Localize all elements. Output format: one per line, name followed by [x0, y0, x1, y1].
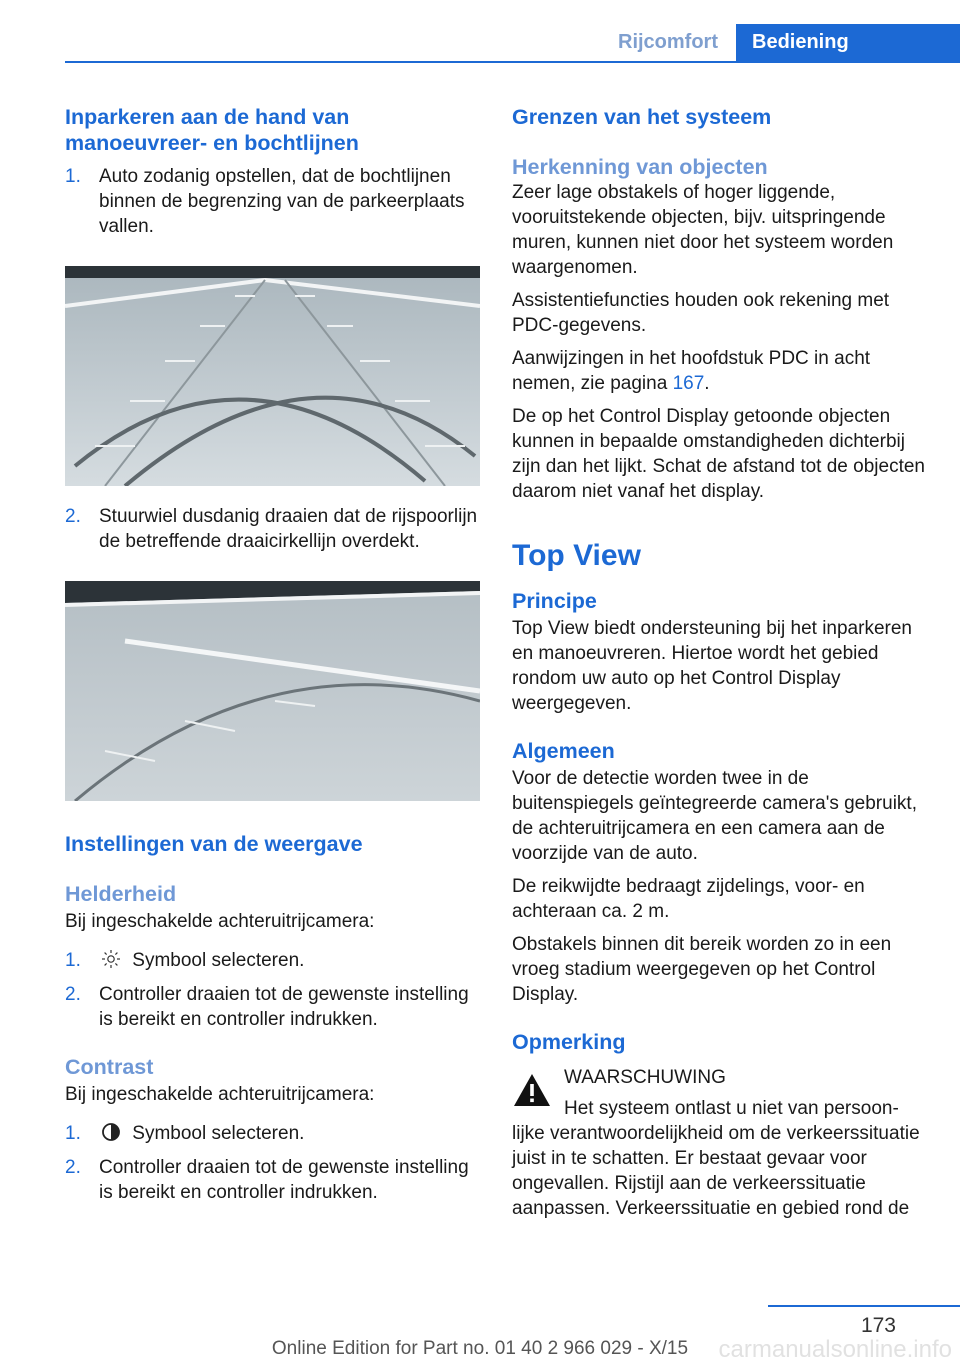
step-text: Controller draaien tot de gewenste instelling is bereikt en controller indrukken. — [99, 984, 469, 1030]
page-number: 173 — [860, 1314, 896, 1337]
heading-display-settings: Instellingen van de weergave — [65, 832, 363, 856]
general-paragraph-2: De reikwijdte bedraagt zijdelings, voor- en achteraan ca. 2 m. — [512, 876, 865, 922]
warning-text-first-line: Het systeem ontlast u niet van persoon- — [564, 1098, 899, 1119]
camera-image-track-overlap — [65, 581, 480, 801]
brightness-step-2 — [65, 982, 480, 1032]
objects-paragraph-3 — [512, 346, 928, 396]
warning-triangle-icon — [512, 1071, 552, 1114]
heading-brightness: Helderheid — [65, 882, 177, 906]
heading-note: Opmerking — [512, 1030, 626, 1054]
step-text: Symbool selecteren. — [132, 950, 305, 971]
contrast-step-1 — [65, 1121, 480, 1149]
heading-top-view: Top View — [512, 539, 641, 572]
objects-paragraph-2: Assistentiefuncties houden ook rekening met PDC-gegevens. — [512, 290, 890, 336]
header-section-tab: Rijcomfort — [618, 31, 718, 53]
general-paragraph-3: Obstakels binnen dit bereik worden zo in een vroeg stadium weergegeven op het Control Display. — [512, 934, 892, 1005]
footer-rule — [768, 1305, 960, 1307]
heading-general: Algemeen — [512, 739, 615, 763]
objects-paragraph-1: Zeer lage obstakels of hoger liggende, vooruitstekende objecten, bijv. uitspringende muren, kunnen niet door het systeem worden waargenomen. — [512, 182, 894, 278]
step-2-steer — [65, 504, 480, 554]
step-text: Auto zodanig opstellen, dat de bochtlijnen binnen de begrenzing van de parkeerplaats vallen. — [99, 166, 465, 237]
step-text: Stuurwiel dusdanig draaien dat de rijspoorlijn de betreffende draaicirkellijn overdekt. — [99, 506, 478, 552]
footer-edition: Online Edition for Part no. 01 40 2 966 029 - X/15 — [271, 1338, 689, 1359]
right-column — [512, 100, 928, 1221]
heading-object-detection: Herkenning van objecten — [512, 155, 768, 179]
brightness-intro: Bij ingeschakelde achteruitrijcamera: — [65, 911, 375, 932]
contrast-icon — [101, 1122, 121, 1149]
header-chapter-tab: Bediening — [736, 24, 960, 61]
heading-principle: Principe — [512, 589, 597, 613]
step-text: Controller draaien tot de gewenste instelling is bereikt en controller indrukken. — [99, 1157, 469, 1203]
sun-icon — [101, 949, 121, 976]
watermark: carmanualsonline.info — [718, 1336, 952, 1362]
step-number: 1. — [65, 1123, 81, 1144]
step-number: 1. — [65, 950, 81, 971]
contrast-intro: Bij ingeschakelde achteruitrijcamera: — [65, 1084, 375, 1105]
page-link-167[interactable]: 167 — [672, 373, 705, 394]
heading-contrast: Contrast — [65, 1055, 154, 1079]
brightness-step-1 — [65, 948, 480, 976]
step-1-position-car — [65, 164, 480, 239]
step-number: 2. — [65, 984, 81, 1005]
step-number: 1. — [65, 166, 81, 187]
heading-system-limits: Grenzen van het systeem — [512, 105, 772, 129]
step-number: 2. — [65, 1157, 81, 1178]
heading-parking-lines: Inparkeren aan de hand van manoeuvreer- en bochtlijnen — [65, 105, 359, 155]
objects-paragraph-4: De op het Control Display getoonde objecten kunnen in bepaalde omstandigheden dichterbij zijn dan het lijkt. Schat de afstand tot de objecten daarom niet vanaf het display. — [512, 406, 925, 502]
objects-paragraph-3-end: . — [704, 373, 710, 394]
left-column — [65, 100, 480, 1205]
warning-block — [512, 1065, 928, 1221]
step-text: Symbool selecteren. — [132, 1123, 305, 1144]
warning-label: WAARSCHUWING — [564, 1067, 726, 1088]
general-paragraph-1: Voor de detectie worden twee in de buitenspiegels geïntegreerde camera's gebruikt, de achteruitrijcamera en een camera aan de voorzijde van de auto. — [512, 768, 917, 864]
warning-text: lijke verantwoordelijkheid om de verkeerssituatie juist in te schatten. Er bestaat gevaar voor ongevallen. Rijstijl aan de verkeerssituatie aanpassen. Verkeerssituatie en gebied rond de — [512, 1123, 920, 1219]
contrast-step-2 — [65, 1155, 480, 1205]
camera-image-turning-lines — [65, 266, 480, 486]
step-number: 2. — [65, 506, 81, 527]
principle-text: Top View biedt ondersteuning bij het inparkeren en manoeuvreren. Hiertoe wordt het gebied rondom uw auto op het Control Display weergegeven. — [512, 618, 912, 714]
header-rule — [65, 61, 960, 63]
objects-paragraph-3-text: Aanwijzingen in het hoofdstuk PDC in acht nemen, zie pagina — [512, 348, 871, 394]
